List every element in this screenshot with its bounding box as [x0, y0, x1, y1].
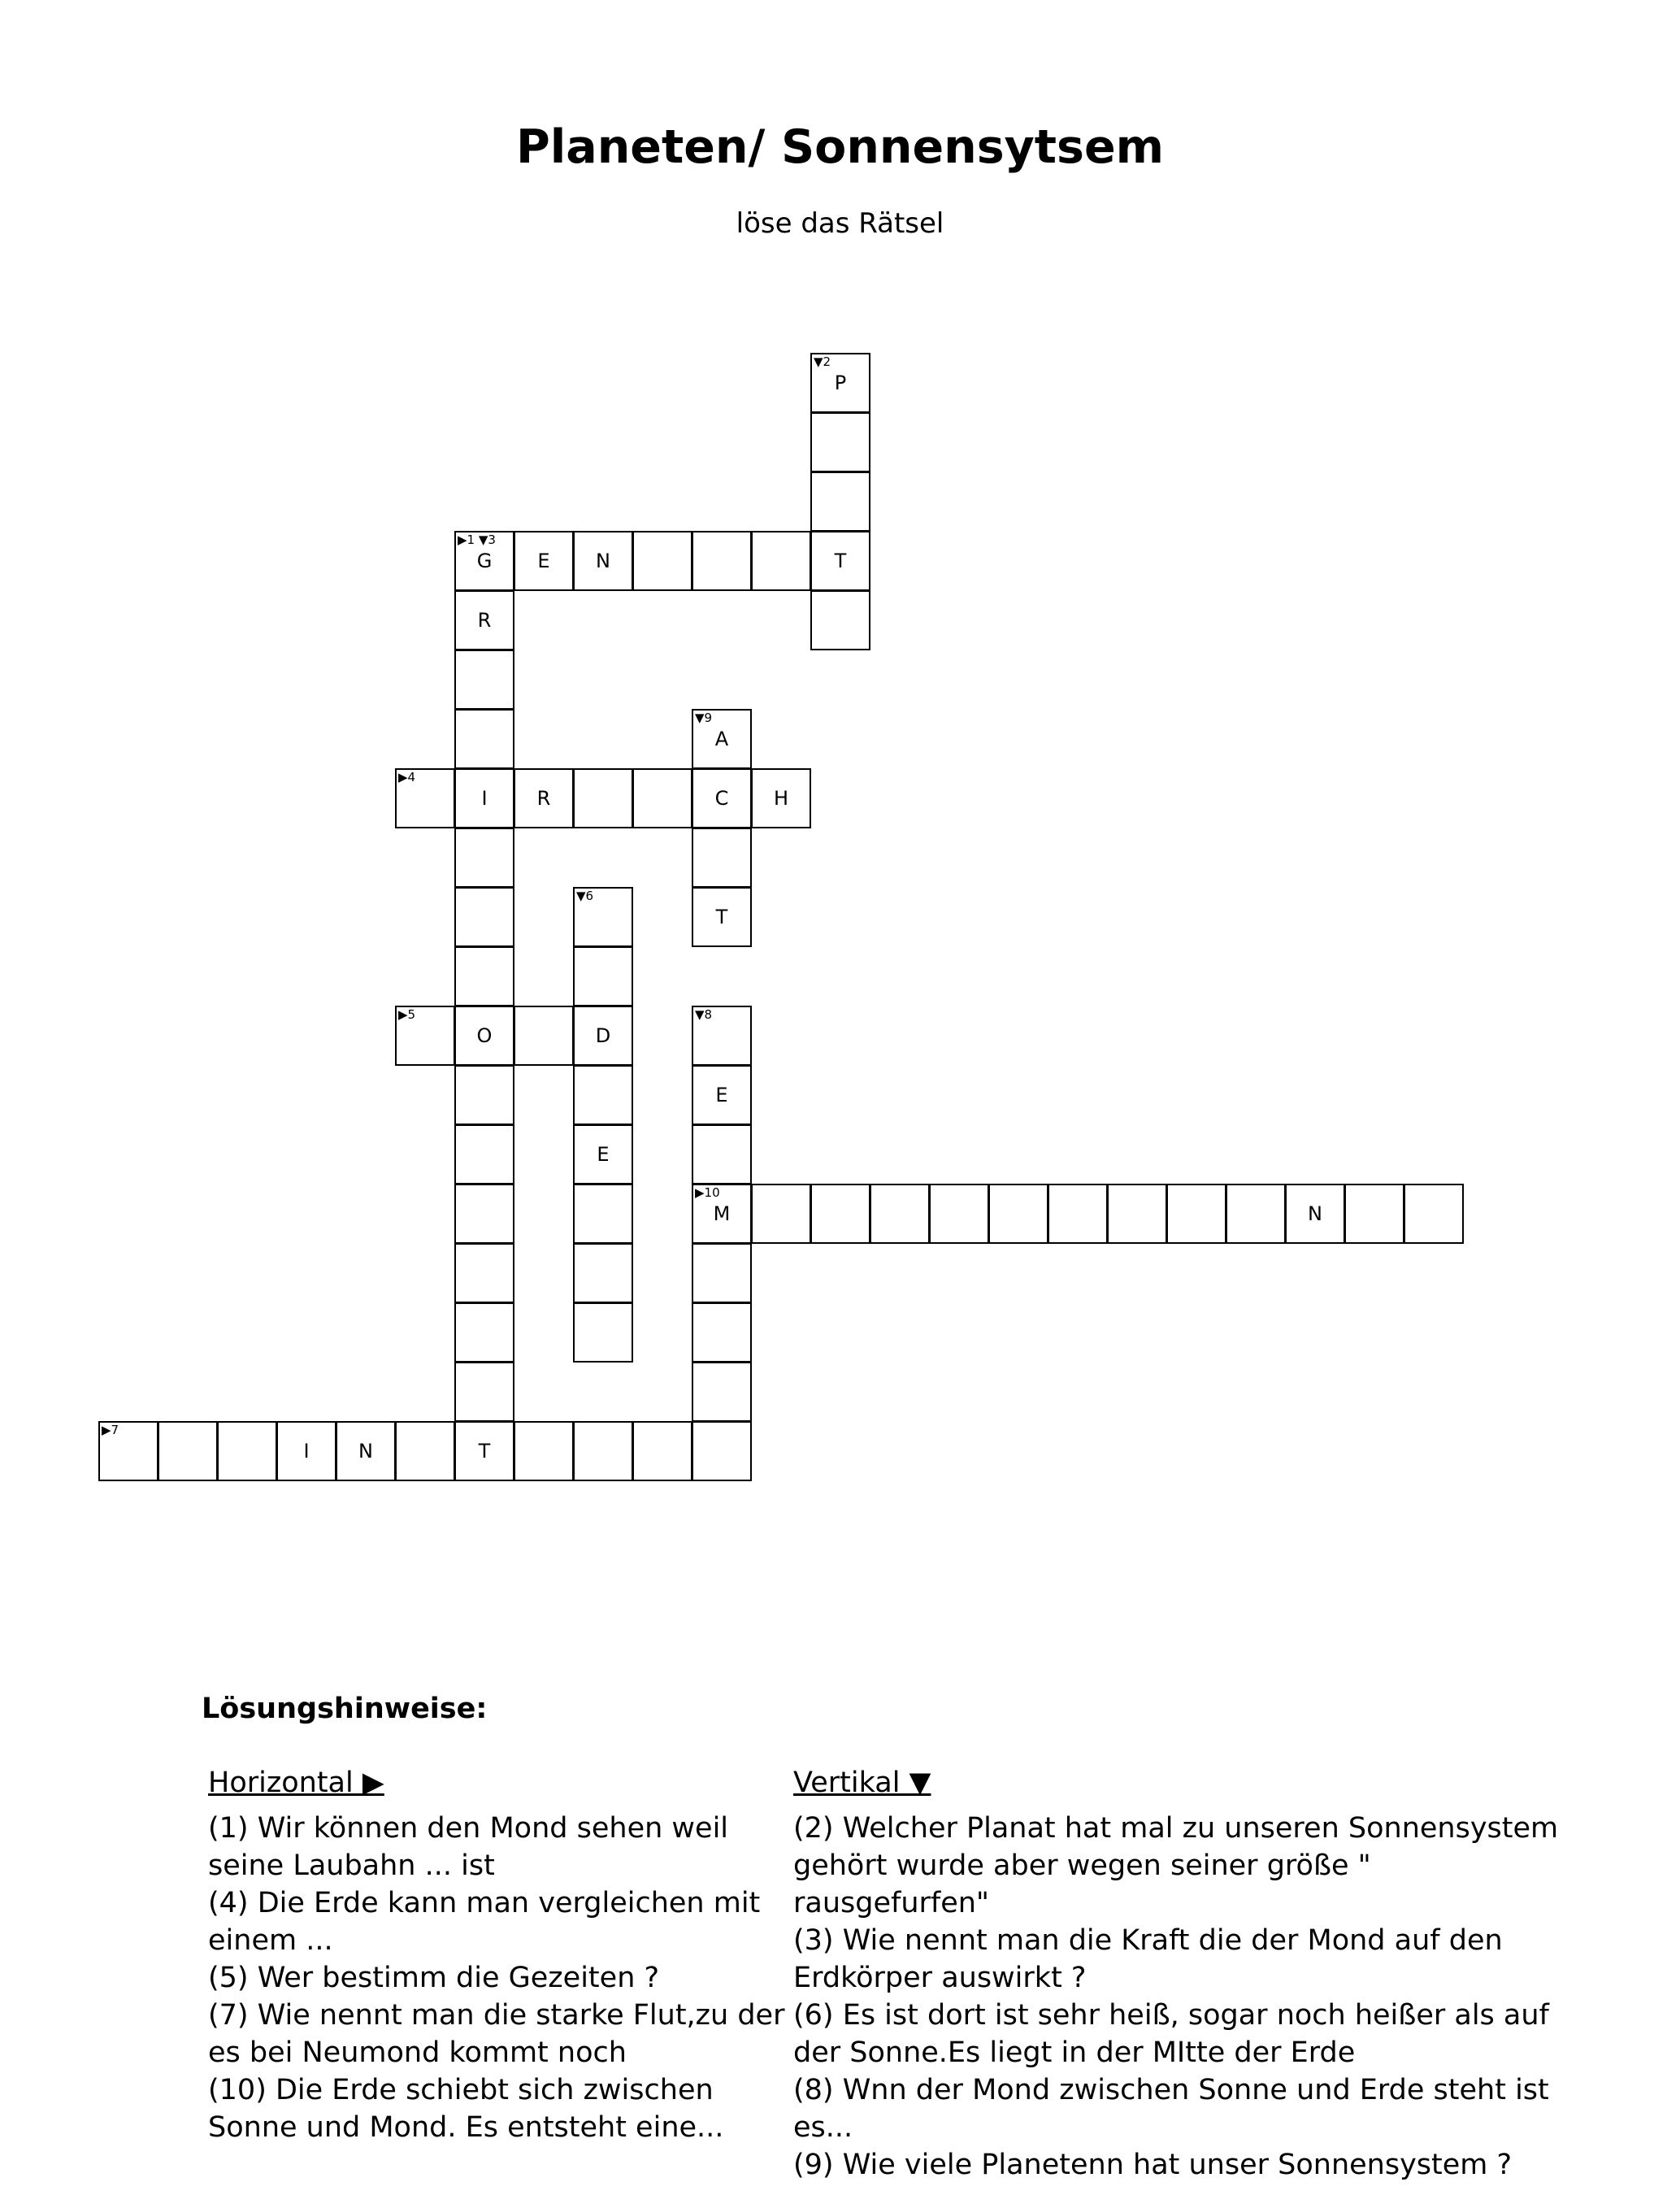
clue-number: ▶1 ▼3 [458, 532, 496, 547]
grid-cell[interactable] [1344, 1184, 1404, 1244]
grid-cell[interactable] [454, 1243, 514, 1303]
grid-cell[interactable] [514, 1006, 574, 1066]
grid-cell[interactable] [1166, 1184, 1226, 1244]
grid-cell[interactable] [514, 768, 574, 828]
clue-number: ▼6 [576, 889, 594, 903]
grid-cell[interactable] [454, 1065, 514, 1125]
horizontal-clues [208, 1764, 793, 2146]
grid-cell[interactable] [810, 353, 870, 413]
grid-cell[interactable] [632, 531, 692, 591]
grid-cell[interactable] [454, 887, 514, 947]
clue-horizontal-5: (5) Wer bestimm die Gezeiten ? [208, 1962, 660, 1994]
grid-cell[interactable] [1285, 1184, 1345, 1244]
page-subtitle: löse das Rätsel [736, 207, 944, 240]
grid-cell[interactable] [395, 1421, 455, 1481]
cell-letter: I [481, 787, 488, 810]
clue-number: ▶4 [398, 770, 416, 785]
grid-cell[interactable] [692, 1065, 752, 1125]
grid-cell[interactable] [1048, 1184, 1108, 1244]
grid-cell[interactable] [573, 1302, 633, 1363]
grid-cell[interactable] [632, 768, 692, 828]
grid-cell[interactable] [573, 1124, 633, 1184]
vertical-clues [793, 1764, 1574, 2184]
grid-cell[interactable] [454, 1421, 514, 1481]
grid-cell[interactable] [454, 650, 514, 710]
grid-cell[interactable] [929, 1184, 989, 1244]
page-title: Planeten/ Sonnensytsem [515, 120, 1165, 174]
hints-heading: Lösungshinweise: [202, 1693, 488, 1725]
grid-cell[interactable] [692, 1302, 752, 1363]
grid-cell[interactable] [454, 531, 514, 591]
grid-cell[interactable] [988, 1184, 1048, 1244]
grid-cell[interactable] [573, 1243, 633, 1303]
grid-cell[interactable] [810, 531, 870, 591]
clue-number: ▶10 [695, 1185, 720, 1200]
grid-cell[interactable] [573, 1184, 633, 1244]
grid-cell[interactable] [692, 531, 752, 591]
cell-letter: C [714, 787, 729, 810]
cell-letter: N [1308, 1202, 1322, 1225]
grid-cell[interactable] [692, 709, 752, 769]
grid-cell[interactable] [1226, 1184, 1286, 1244]
clue-vertical-2: (2) Welcher Planat hat mal zu unseren Sonnensystem gehört wurde aber wegen seiner größe " rausgefurfen" [793, 1812, 1559, 1919]
grid-cell[interactable] [692, 1124, 752, 1184]
grid-cell[interactable] [870, 1184, 930, 1244]
grid-cell[interactable] [395, 768, 455, 828]
grid-cell[interactable] [751, 1184, 811, 1244]
grid-cell[interactable] [692, 1184, 752, 1244]
grid-cell[interactable] [692, 1243, 752, 1303]
clue-horizontal-1: (1) Wir können den Mond sehen weil seine Laubahn ... ist [208, 1812, 729, 1882]
clue-number: ▼8 [695, 1007, 713, 1022]
cell-letter: E [597, 1143, 610, 1166]
grid-cell[interactable] [158, 1421, 218, 1481]
grid-cell[interactable] [810, 412, 870, 472]
grid-cell[interactable] [336, 1421, 396, 1481]
grid-cell[interactable] [751, 768, 811, 828]
grid-cell[interactable] [810, 472, 870, 532]
cell-letter: P [834, 372, 847, 394]
grid-cell[interactable] [573, 768, 633, 828]
grid-cell[interactable] [692, 1421, 752, 1481]
grid-cell[interactable] [514, 1421, 574, 1481]
grid-cell[interactable] [632, 1421, 692, 1481]
cell-letter: T [478, 1440, 491, 1463]
cell-letter: R [536, 787, 551, 810]
cell-letter: E [537, 550, 550, 572]
horizontal-clues-title: Horizontal ▶ [208, 1767, 384, 1799]
grid-cell[interactable] [810, 1184, 870, 1244]
cell-letter: I [303, 1440, 310, 1463]
cell-letter: O [476, 1024, 493, 1047]
grid-cell[interactable] [692, 887, 752, 947]
clue-number: ▼9 [695, 711, 713, 725]
grid-cell[interactable] [98, 1421, 158, 1481]
clue-vertical-6: (6) Es ist dort ist sehr heiß, sogar noch heißer als auf der Sonne.Es liegt in der MItte der Erde [793, 1999, 1549, 2069]
grid-cell[interactable] [454, 828, 514, 888]
grid-cell[interactable] [217, 1421, 277, 1481]
cell-letter: G [476, 550, 493, 572]
cell-letter: T [715, 906, 728, 928]
grid-cell[interactable] [692, 1362, 752, 1422]
grid-cell[interactable] [454, 1362, 514, 1422]
clue-number: ▶7 [102, 1423, 119, 1437]
clue-vertical-9: (9) Wie viele Planetenn hat unser Sonnensystem ? [793, 2149, 1513, 2181]
grid-cell[interactable] [395, 1006, 455, 1066]
grid-cell[interactable] [454, 768, 514, 828]
grid-cell[interactable] [276, 1421, 336, 1481]
grid-cell[interactable] [454, 1006, 514, 1066]
grid-cell[interactable] [454, 1124, 514, 1184]
grid-cell[interactable] [751, 531, 811, 591]
cell-letter: A [714, 728, 729, 750]
grid-cell[interactable] [454, 590, 514, 650]
clue-horizontal-10: (10) Die Erde schiebt sich zwischen Sonne und Mond. Es entsteht eine... [208, 2074, 724, 2144]
cell-letter: N [358, 1440, 373, 1463]
grid-cell[interactable] [514, 531, 574, 591]
clue-horizontal-4: (4) Die Erde kann man vergleichen mit einem ... [208, 1887, 761, 1957]
grid-cell[interactable] [573, 887, 633, 947]
vertical-clues-title: Vertikal ▼ [793, 1767, 931, 1799]
cell-letter: D [595, 1024, 611, 1047]
cell-letter: N [596, 550, 610, 572]
grid-cell[interactable] [692, 768, 752, 828]
grid-cell[interactable] [573, 946, 633, 1006]
cell-letter: T [834, 550, 847, 572]
cell-letter: M [713, 1202, 731, 1225]
clue-number: ▶5 [398, 1007, 416, 1022]
clue-horizontal-7: (7) Wie nennt man die starke Flut,zu der es bei Neumond kommt noch [208, 1999, 785, 2069]
grid-cell[interactable] [573, 1065, 633, 1125]
grid-cell[interactable] [692, 1006, 752, 1066]
grid-cell[interactable] [454, 1184, 514, 1244]
grid-cell[interactable] [1404, 1184, 1464, 1244]
grid-cell[interactable] [573, 1006, 633, 1066]
clue-vertical-3: (3) Wie nennt man die Kraft die der Mond auf den Erdkörper auswirkt ? [793, 1924, 1503, 1994]
grid-cell[interactable] [454, 1302, 514, 1363]
grid-cell[interactable] [573, 531, 633, 591]
clue-vertical-8: (8) Wnn der Mond zwischen Sonne und Erde steht ist es... [793, 2074, 1549, 2144]
grid-cell[interactable] [573, 1421, 633, 1481]
cell-letter: R [477, 609, 492, 632]
grid-cell[interactable] [692, 828, 752, 888]
grid-cell[interactable] [454, 946, 514, 1006]
grid-cell[interactable] [454, 709, 514, 769]
clue-number: ▼2 [814, 354, 831, 369]
grid-cell[interactable] [810, 590, 870, 650]
grid-cell[interactable] [1107, 1184, 1167, 1244]
cell-letter: E [715, 1084, 728, 1106]
cell-letter: H [773, 787, 789, 810]
